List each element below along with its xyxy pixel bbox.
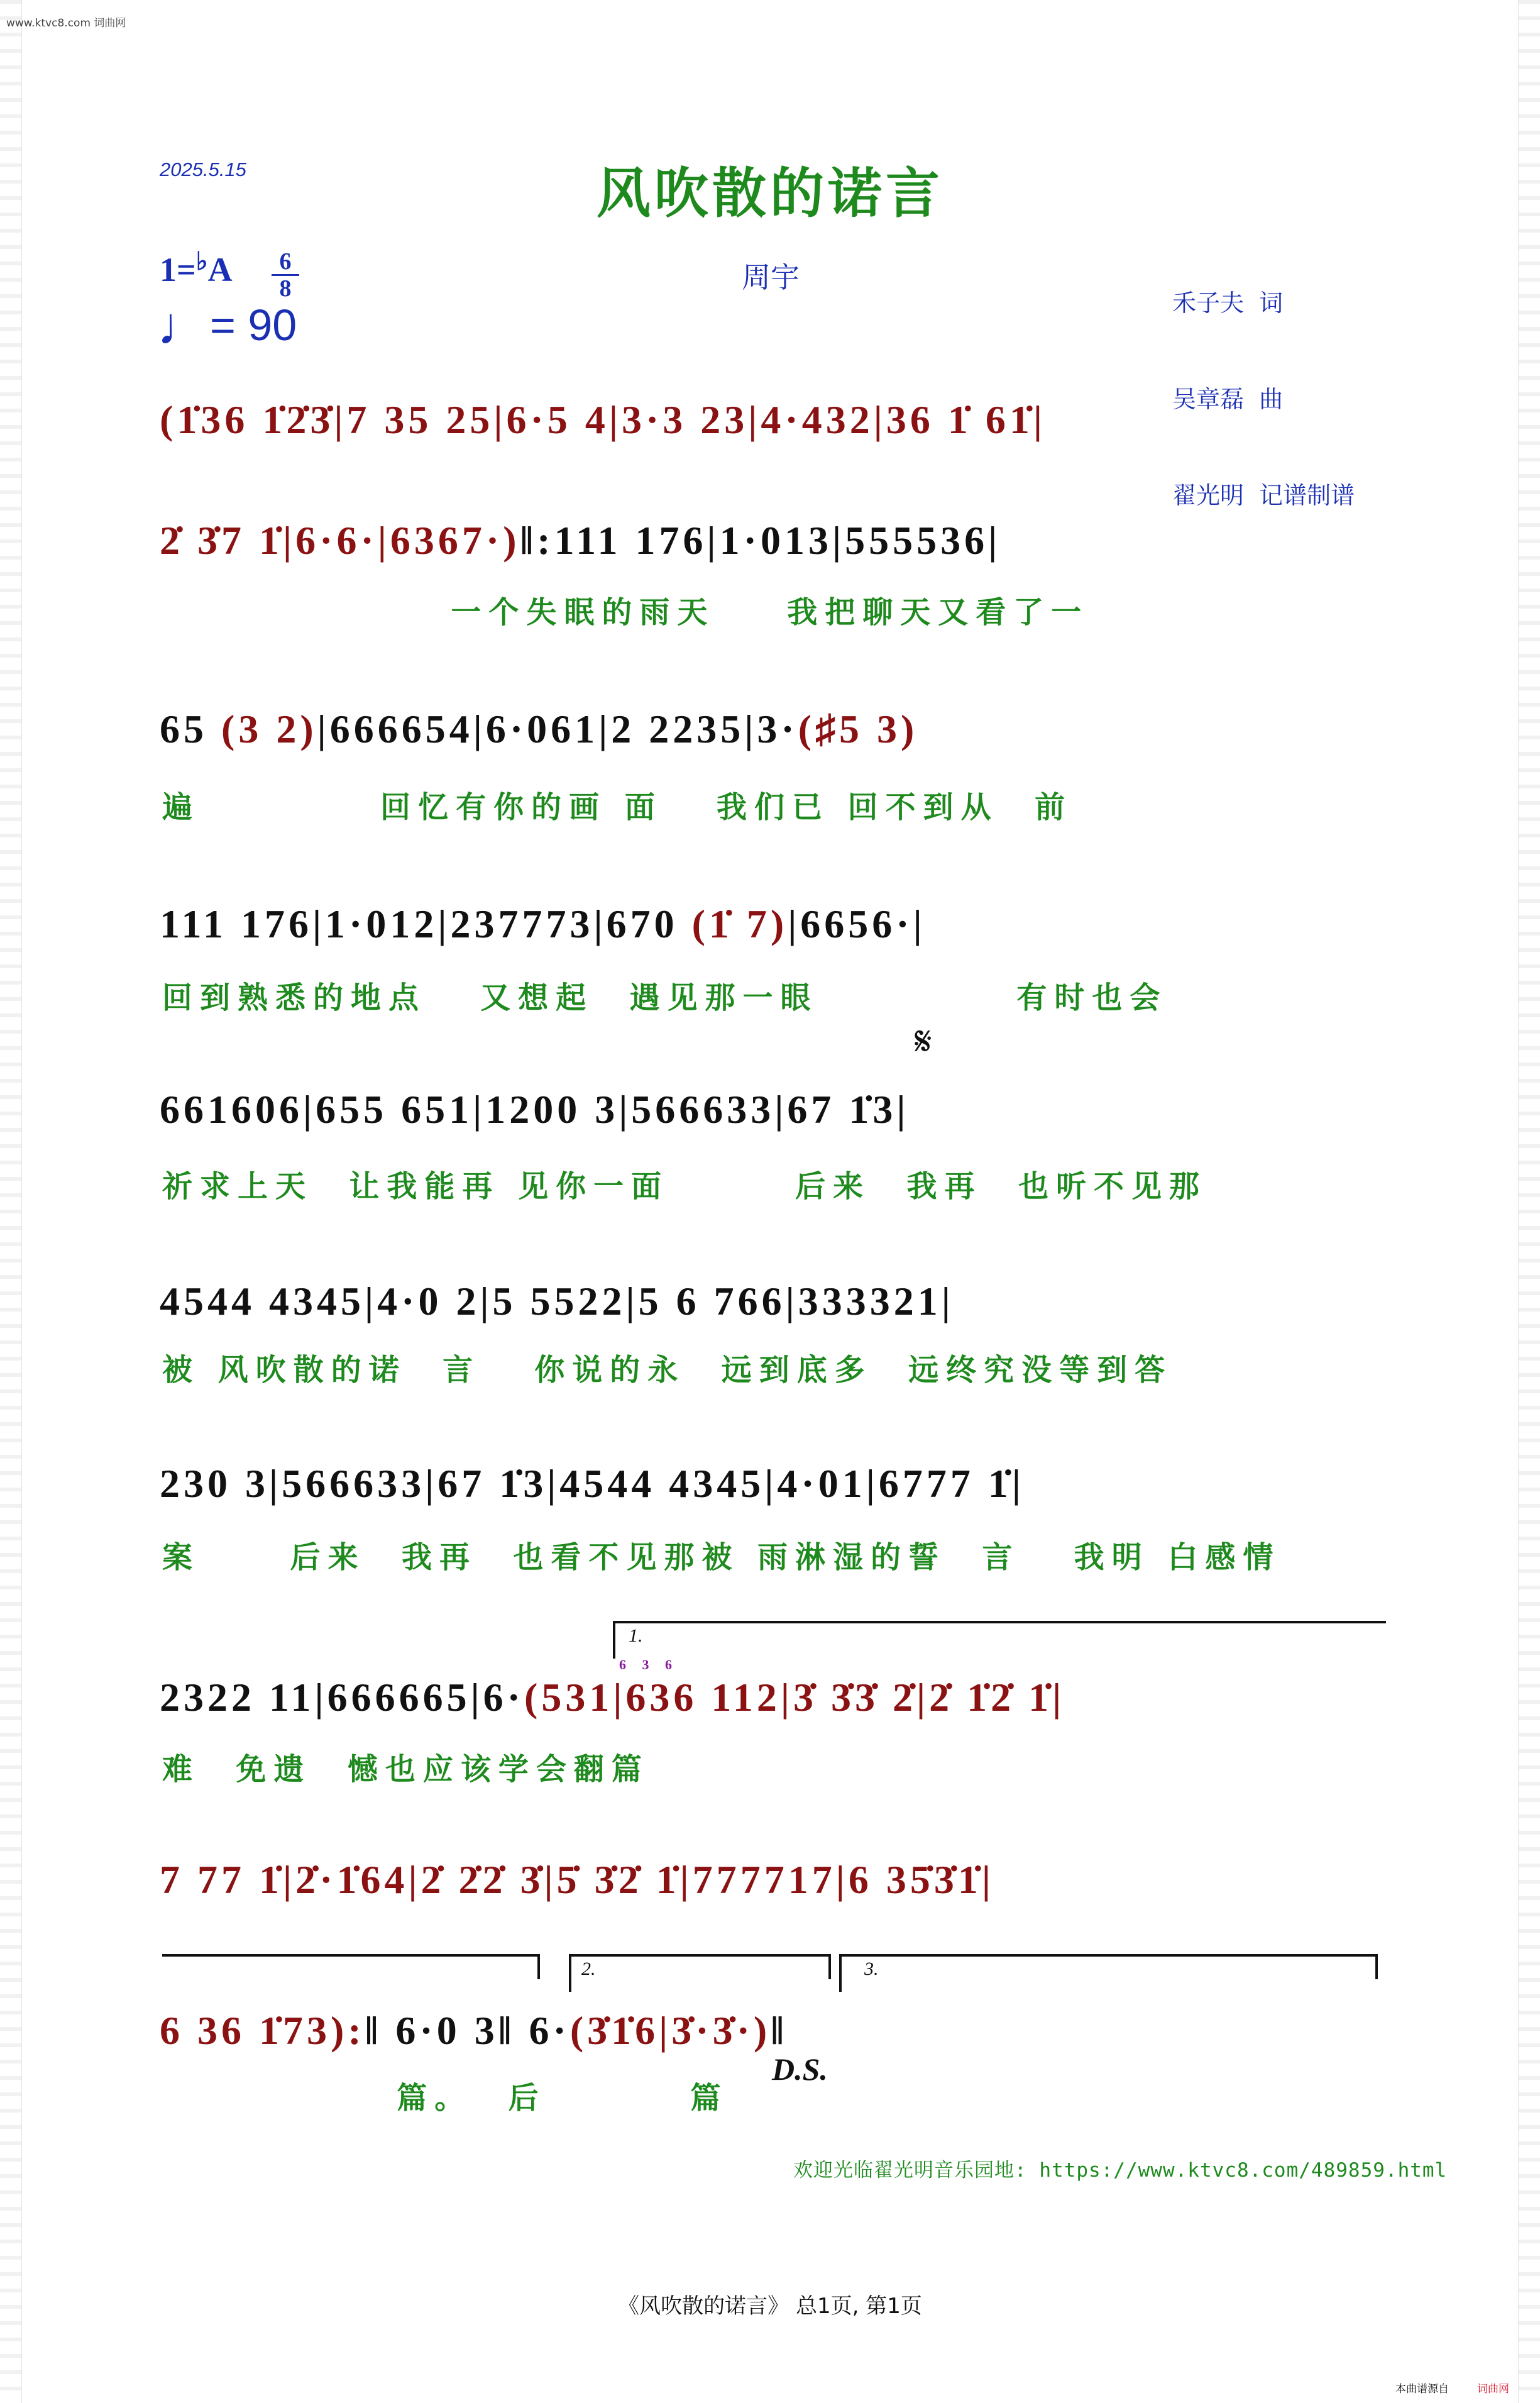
right-border-pattern bbox=[1518, 0, 1540, 2403]
page-footer: 《风吹散的诺言》 总1页, 第1页 bbox=[618, 2294, 922, 2319]
transcriber: 翟光明 记谱制谱 bbox=[1172, 482, 1355, 509]
score-line-10 bbox=[160, 2006, 1392, 2056]
score-segment: 65 bbox=[160, 707, 221, 751]
date: 2025.5.15 bbox=[160, 158, 246, 180]
key-signature: 1=♭A bbox=[160, 247, 233, 289]
volta-bracket-2-left bbox=[569, 1954, 571, 1992]
score-segment: ‖ 6·0 3‖ 6· bbox=[365, 2008, 570, 2053]
score-segment: ‖:111 176|1·013|555536| bbox=[520, 518, 1001, 563]
lyricist: 禾子夫 词 bbox=[1172, 289, 1284, 317]
tempo-marking: ♩= 90 bbox=[157, 296, 297, 355]
site-header: www.ktvc8.com 词曲网 bbox=[6, 17, 126, 30]
volta-bracket-1-end bbox=[537, 1954, 540, 1979]
volta-bracket-2-end bbox=[828, 1954, 831, 1979]
left-border-pattern bbox=[0, 0, 22, 2403]
lyric-line-5: 祈求上天 让我能再 见你一面 后来 我再 也听不见那 bbox=[162, 1169, 1207, 1204]
volta-bracket-2 bbox=[569, 1954, 830, 1957]
website-notice: 欢迎光临翟光明音乐园地: https://www.ktvc8.com/489859.html bbox=[793, 2159, 1448, 2182]
lyric-line-4: 回到熟悉的地点 又想起 遇见那一眼 有时也会 bbox=[162, 980, 1168, 1015]
score-segment: ‖ bbox=[771, 2008, 788, 2053]
score-segment: 661606|655 651|1200 3|566633|67 1̇3| bbox=[160, 1087, 910, 1132]
volta-bracket-3-left bbox=[839, 1954, 842, 1992]
score-segment: 111 176|1·012|237773|670 bbox=[160, 902, 692, 946]
score-line-7 bbox=[160, 1459, 1392, 1509]
volta-bracket-1-cont bbox=[162, 1954, 539, 1957]
lyric-line-8: 难 免遗 憾也应该学会翻篇 bbox=[162, 1752, 649, 1787]
singer: 周宇 bbox=[742, 260, 800, 294]
score-line-4 bbox=[160, 899, 1392, 949]
score-line-3 bbox=[160, 704, 1392, 754]
source-label: 本曲谱源自 bbox=[1395, 2383, 1449, 2395]
composer: 吴章磊 曲 bbox=[1172, 385, 1284, 413]
score-segment: 2322 11|666665|6· bbox=[160, 1675, 524, 1720]
score-segment: |666654|6·061|2 2235|3· bbox=[317, 707, 798, 751]
score-segment: 230 3|566633|67 1̇3|4544 4345|4·01|6777 1̇| bbox=[160, 1461, 1025, 1506]
volta-bracket-1-left bbox=[613, 1621, 615, 1659]
time-signature: 6 8 bbox=[272, 250, 299, 300]
score-segment: 4544 4345|4·0 2|5 5522|5 6 766|333321| bbox=[160, 1279, 954, 1323]
score-segment: (1̇ 7) bbox=[691, 902, 788, 946]
score-segment: (3̇1̇6|3̇·3̇·) bbox=[569, 2008, 771, 2053]
flat-sign: ♭ bbox=[195, 247, 208, 275]
score-segment: 6 36 1̇73): bbox=[160, 2008, 365, 2053]
score-segment: (1̇36 1̇2̇3̇|7 35 25|6·5 4|3·3 23|4·432|36 1̇ 61̇| bbox=[160, 397, 1046, 442]
score-line-2 bbox=[160, 516, 1392, 566]
lyric-line-3: 遍 回忆有你的画 面 我们已 回不到从 前 bbox=[162, 790, 1073, 825]
score-line-5 bbox=[160, 1085, 1392, 1135]
score-line-1 bbox=[160, 395, 1392, 445]
score-segment: (531|636 112|3̇ 3̇3̇ 2̇|2̇ 1̇2̇ 1̇| bbox=[524, 1675, 1065, 1720]
lyric-line-7: 案 后来 我再 也看不见那被 雨淋湿的誓 言 我明 白感情 bbox=[162, 1540, 1281, 1575]
score-line-6 bbox=[160, 1276, 1392, 1327]
lyric-line-2: 一个失眠的雨天 我把聊天又看了一 bbox=[162, 595, 1089, 630]
lyric-line-10: 篇。 后 篇 bbox=[162, 2080, 729, 2116]
credits bbox=[1172, 223, 1355, 544]
score-segment: (♯5 3) bbox=[798, 707, 918, 751]
volta-bracket-3 bbox=[839, 1954, 1377, 1957]
lyric-line-6: 被 风吹散的诺 言 你说的永 远到底多 远终究没等到答 bbox=[162, 1352, 1173, 1388]
score-segment: 7 77 1̇|2̇·1̇64|2̇ 2̇2̇ 3̇|5̇ 3̇2̇ 1̇|777717|6 35̇3̇1̇| bbox=[160, 1857, 994, 1902]
score-line-9 bbox=[160, 1855, 1392, 1905]
quarter-note-icon: ♩ bbox=[157, 296, 210, 355]
grace-notes: 6 3 6 bbox=[619, 1657, 678, 1672]
volta-3-label: 3. bbox=[864, 1958, 879, 1979]
volta-bracket-1 bbox=[613, 1621, 1386, 1623]
volta-bracket-3-end bbox=[1375, 1954, 1378, 1979]
volta-2-label: 2. bbox=[581, 1958, 596, 1979]
dal-segno: D.S. bbox=[772, 2052, 828, 2087]
song-title: 风吹散的诺言 bbox=[597, 162, 943, 225]
score-segment: |6656·| bbox=[788, 902, 926, 946]
source-site: 词曲网 bbox=[1477, 2383, 1509, 2395]
volta-1-label: 1. bbox=[629, 1625, 643, 1646]
score-segment: (3 2) bbox=[221, 707, 317, 751]
segno-sign: 𝄋 bbox=[915, 1019, 932, 1065]
score-line-8 bbox=[160, 1672, 1392, 1723]
score-segment: 2̇ 3̇7 1̇|6·6·|6367·) bbox=[160, 518, 520, 563]
